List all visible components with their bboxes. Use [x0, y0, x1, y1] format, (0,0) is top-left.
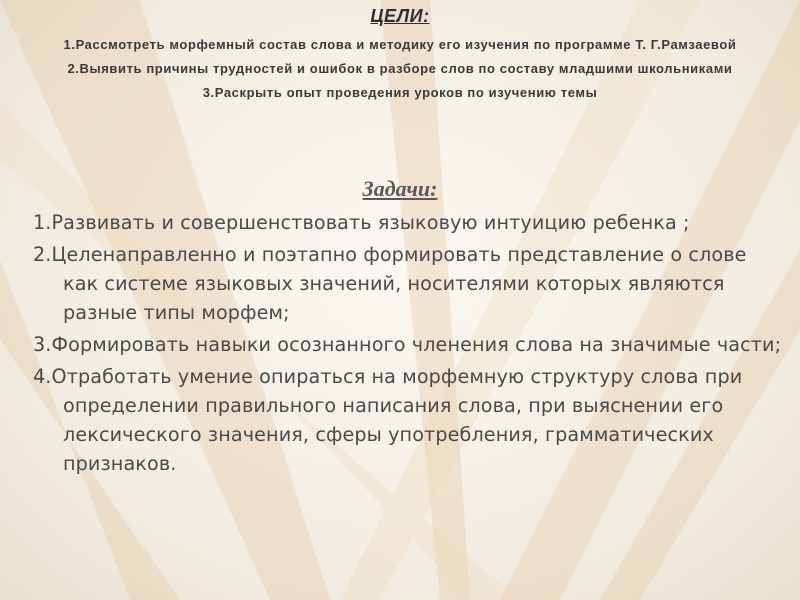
goals-title: ЦЕЛИ:: [370, 6, 430, 26]
goal-item: 3.Раскрыть опыт проведения уроков по изучению темы: [202, 85, 598, 100]
task-item: 4.Отработать умение опираться на морфемную структуру слова при определении правильного написания слова, при выяснении его лексического значения, сферы употребления, грамматических признаков.: [33, 365, 743, 475]
goals-section: [20, 4, 780, 103]
task-item: 2.Целенаправленно и поэтапно формировать представление о слове как системе языковых значений, носителями которых являются разные типы морфем;: [33, 243, 747, 324]
tasks-title: Задачи:: [362, 176, 438, 201]
goal-item: 2.Выявить причины трудностей и ошибок в разборе слов по составу младшими школьниками: [67, 61, 733, 76]
task-item: 1.Развивать и совершенствовать языковую интуицию ребенка ;: [33, 211, 690, 234]
goal-item: 1.Рассмотреть морфемный состав слова и методику его изучения по программе Т. Г.Рамзаевой: [63, 37, 737, 52]
tasks-list: [33, 208, 783, 481]
task-item: 3.Формировать навыки осознанного членения слова на значимые части;: [33, 333, 782, 356]
